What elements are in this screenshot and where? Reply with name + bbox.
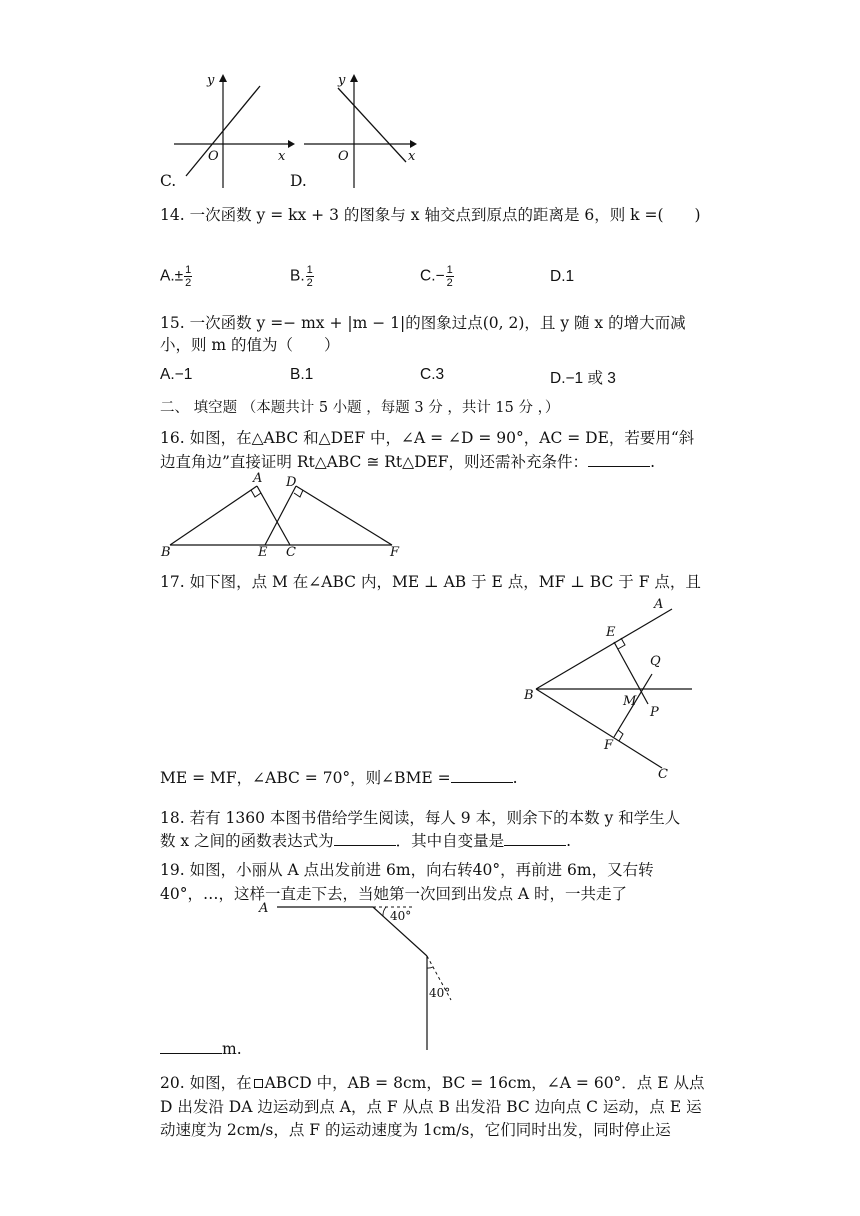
option-c-label: C. bbox=[160, 172, 177, 190]
q14-option-c: C.− $\frac{1}{2}$ bbox=[420, 264, 453, 289]
label-b: B bbox=[524, 688, 534, 703]
y-axis-label: y bbox=[338, 73, 346, 88]
q17-figure bbox=[520, 592, 700, 782]
label-m: M bbox=[623, 694, 637, 709]
parallelogram-symbol bbox=[254, 1079, 263, 1088]
x-axis-label: x bbox=[278, 149, 286, 164]
q20-line1: 20. 如图，在 ABCD 中，AB = 8cm，BC = 16cm，∠A = 60°．点 E 从点 bbox=[160, 1074, 705, 1092]
q16-line2: 边直角边”直接证明 Rt△ABC ≅ Rt△DEF，则还需补充条件： . bbox=[160, 453, 655, 471]
q14-option-a: A.± $\frac{1}{2}$ bbox=[160, 264, 192, 289]
label-a: A bbox=[253, 471, 263, 486]
answer-blank bbox=[451, 768, 513, 783]
q17-line2: ME = MF，∠ABC = 70°，则∠BME = . bbox=[160, 769, 518, 787]
label-e: E bbox=[606, 625, 616, 640]
q20-line3: 动速度为 2cm/s，点 F 的运动速度为 1cm/s，它们同时出发，同时停止运 bbox=[160, 1121, 671, 1139]
label-p: P bbox=[650, 705, 659, 720]
origin-label: O bbox=[208, 149, 219, 164]
q19-figure bbox=[255, 898, 465, 1058]
option-d-label: D. bbox=[290, 172, 307, 190]
q15-line2: 小，则 m 的值为（ ） bbox=[160, 336, 340, 354]
angle-label-1: 40° bbox=[390, 909, 412, 923]
section-heading: 二、 填空题 （本题共计 5 小题 ，每题 3 分 ，共计 15 分 ，） bbox=[160, 400, 560, 416]
origin-label: O bbox=[338, 149, 349, 164]
label-a: A bbox=[654, 597, 664, 612]
label-q: Q bbox=[650, 654, 661, 669]
q19-answer-line: m. bbox=[160, 1039, 242, 1058]
q16-line1: 16. 如图，在△ABC 和△DEF 中，∠A = ∠D = 90°，AC = DE，若要用“斜 bbox=[160, 429, 695, 447]
q14-option-d: D.1 bbox=[550, 268, 575, 285]
q20-line2: D 出发沿 DA 边运动到点 A，点 F 从点 B 出发沿 BC 边向点 C 运动，点 E 运 bbox=[160, 1098, 702, 1116]
label-f: F bbox=[604, 738, 614, 753]
label-e: E bbox=[258, 545, 268, 560]
q17-line1: 17. 如下图，点 M 在∠ABC 内，ME ⊥ AB 于 E 点，MF ⊥ BC 于 F 点，且 bbox=[160, 573, 701, 591]
label-d: D bbox=[286, 475, 297, 490]
x-axis-label: x bbox=[408, 149, 416, 164]
q15-option-d: D.−1 或 3 bbox=[550, 370, 616, 387]
label-b: B bbox=[161, 545, 171, 560]
label-f: F bbox=[390, 545, 400, 560]
q18-line1: 18. 若有 1360 本图书借给学生阅读，每人 9 本，则余下的本数 y 和学生人 bbox=[160, 809, 681, 827]
label-a: A bbox=[259, 901, 269, 916]
q19-line2: 40°，…，这样一直走下去，当她第一次回到出发点 A 时，一共走了 bbox=[160, 885, 628, 903]
answer-blank bbox=[588, 452, 650, 467]
q14-option-b: B. $\frac{1}{2}$ bbox=[290, 264, 313, 289]
label-c: C bbox=[286, 545, 296, 560]
label-c: C bbox=[658, 767, 668, 782]
answer-blank-2 bbox=[504, 831, 566, 846]
y-axis-label: y bbox=[207, 73, 215, 88]
graph-c bbox=[170, 70, 295, 190]
answer-blank-1 bbox=[334, 831, 396, 846]
q16-figure bbox=[160, 472, 410, 562]
q19-line1: 19. 如图，小丽从 A 点出发前进 6m，向右转40°，再前进 6m，又右转 bbox=[160, 861, 654, 879]
q15-option-c: C.3 bbox=[420, 366, 445, 383]
q15-option-b: B.1 bbox=[290, 366, 314, 383]
q15-option-a: A.−1 bbox=[160, 366, 193, 383]
graph-d bbox=[302, 70, 427, 190]
answer-blank bbox=[160, 1039, 222, 1054]
q18-line2: 数 x 之间的函数表达式为 ．其中自变量是 . bbox=[160, 832, 572, 850]
q14-stem: 14. 一次函数 y = kx + 3 的图象与 x 轴交点到原点的距离是 6，则 k =( ) bbox=[160, 206, 701, 224]
q15-line1: 15. 一次函数 y =− mx + |m − 1|的图象过点(0, 2)，且 y 随 x 的增大而减 bbox=[160, 314, 686, 332]
angle-label-2: 40° bbox=[429, 986, 451, 1000]
